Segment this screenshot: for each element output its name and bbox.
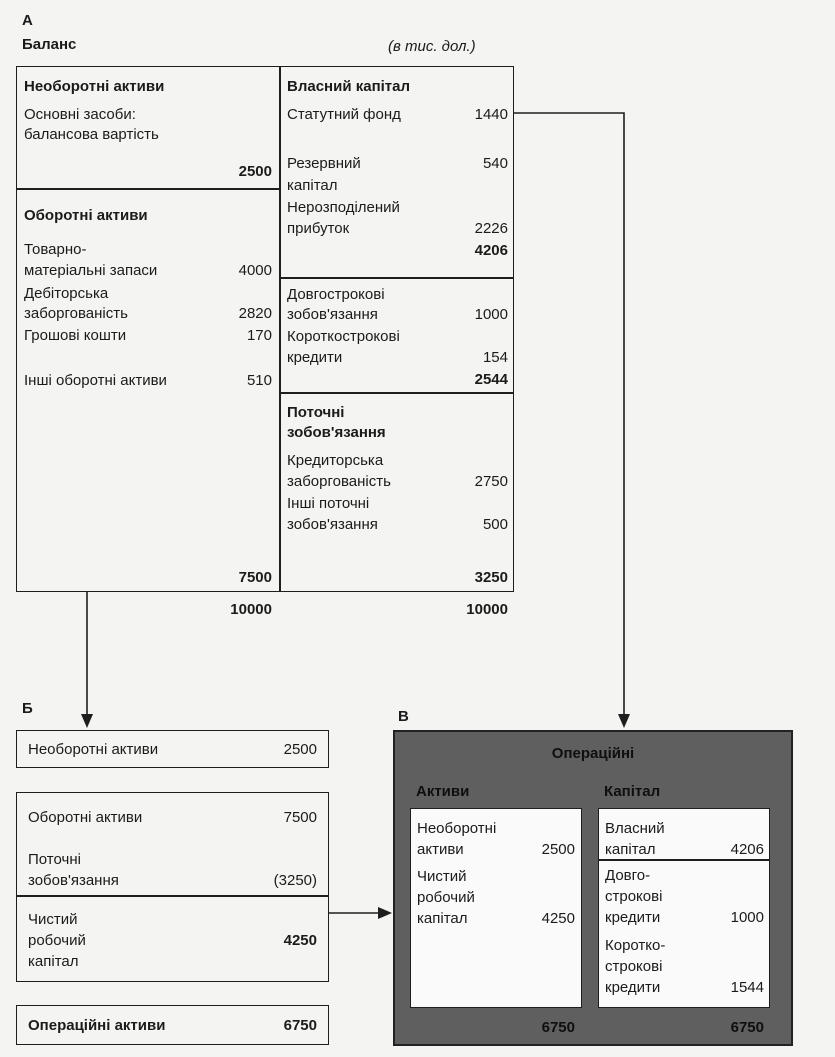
fixed-assets-label-2: балансова вартість: [24, 126, 159, 143]
retained-label-2: прибуток: [287, 220, 350, 237]
payables-label: Кредиторська: [287, 452, 384, 469]
operating-title: Операційні: [551, 745, 635, 762]
b-nwc-value: 4250: [283, 932, 317, 949]
noncurrent-heading: Необоротні активи: [24, 78, 165, 95]
b-working-capital-divider: [16, 895, 329, 897]
statutory-value: 1440: [474, 106, 508, 123]
retained-label: Нерозподілений: [287, 199, 400, 216]
equity-total: 4206: [474, 242, 508, 259]
current-heading: Оборотні активи: [24, 207, 148, 224]
assets-grand-total: 10000: [230, 601, 272, 618]
reserve-value: 540: [482, 155, 508, 172]
c-capital-total: 6750: [730, 1019, 764, 1036]
b-operating-assets-value: 6750: [283, 1017, 317, 1034]
section-b-letter: Б: [22, 700, 33, 717]
section-c-letter: В: [398, 708, 409, 725]
c-assets-heading: Активи: [416, 783, 470, 800]
current-liabilities-heading: Поточні: [287, 404, 345, 421]
arrow-head-down-c: [618, 714, 630, 728]
other-current-value: 510: [246, 372, 272, 389]
shortterm-value: 154: [482, 349, 508, 366]
c-noncurrent-label-2: активи: [417, 841, 464, 858]
fixed-assets-label: Основні засоби:: [24, 106, 136, 123]
c-equity-label-2: капітал: [605, 841, 656, 858]
payables-value: 2750: [474, 473, 508, 490]
c-noncurrent-value: 2500: [541, 841, 575, 858]
inventory-label-2: матеріальні запаси: [24, 262, 158, 279]
b-noncurrent-value: 2500: [283, 741, 317, 758]
cash-value: 170: [246, 327, 272, 344]
shortterm-label-2: кредити: [287, 349, 343, 366]
other-liabilities-value: 500: [482, 516, 508, 533]
c-capital-heading: Капітал: [604, 783, 661, 800]
b-liabilities-label: Поточні: [28, 851, 81, 868]
balance-title: Баланс: [22, 36, 77, 53]
b-nwc-label: Чистий: [28, 911, 78, 928]
units-note: (в тис. дол.): [388, 38, 476, 55]
inventory-label: Товарно-: [24, 241, 87, 258]
receivables-label-2: заборгованість: [24, 305, 128, 322]
c-longterm-label-2: строкові: [605, 888, 663, 905]
current-liabilities-total: 3250: [474, 569, 508, 586]
c-shortterm-label-3: кредити: [605, 979, 661, 996]
longterm-value: 1000: [474, 306, 508, 323]
reserve-label-2: капітал: [287, 177, 338, 194]
other-liabilities-label: Інші поточні: [287, 495, 370, 512]
section-a-letter: А: [22, 12, 33, 29]
c-longterm-label: Довго-: [605, 867, 651, 884]
arrow-head-right-c: [378, 907, 392, 919]
c-equity-value: 4206: [730, 841, 764, 858]
c-longterm-value: 1000: [730, 909, 764, 926]
arrow-head-down-b: [81, 714, 93, 728]
c-assets-total: 6750: [541, 1019, 575, 1036]
c-nwc-label: Чистий: [417, 868, 467, 885]
noncurrent-total: 2500: [238, 163, 272, 180]
retained-value: 2226: [474, 220, 508, 237]
reserve-label: Резервний: [287, 155, 361, 172]
c-equity-label: Власний: [605, 820, 665, 837]
statutory-label: Статутний фонд: [287, 106, 401, 123]
current-total: 7500: [238, 569, 272, 586]
c-nwc-label-2: робочий: [417, 889, 475, 906]
b-current-value: 7500: [283, 809, 317, 826]
arrow-a-to-c-line: [514, 113, 624, 714]
c-nwc-label-3: капітал: [417, 910, 468, 927]
c-nwc-value: 4250: [541, 910, 575, 927]
c-longterm-label-3: кредити: [605, 909, 661, 926]
c-noncurrent-label: Необоротні: [417, 820, 497, 837]
equity-heading: Власний капітал: [287, 78, 411, 95]
payables-label-2: заборгованість: [287, 473, 391, 490]
longterm-label-2: зобов'язання: [287, 306, 378, 323]
shortterm-label: Короткострокові: [287, 328, 400, 345]
receivables-value: 2820: [238, 305, 272, 322]
b-nwc-label-3: капітал: [28, 953, 79, 970]
b-liabilities-label-2: зобов'язання: [28, 872, 119, 889]
b-nwc-label-2: робочий: [28, 932, 86, 949]
receivables-label: Дебіторська: [24, 285, 109, 302]
longterm-label: Довгострокові: [287, 286, 385, 303]
b-noncurrent-label: Необоротні активи: [28, 741, 159, 758]
inventory-value: 4000: [238, 262, 272, 279]
other-current-label: Інші оборотні активи: [24, 372, 167, 389]
other-liabilities-label-2: зобов'язання: [287, 516, 378, 533]
c-shortterm-label-2: строкові: [605, 958, 663, 975]
current-liabilities-heading-2: зобов'язання: [287, 424, 386, 441]
b-liabilities-value: (3250): [273, 872, 317, 889]
b-operating-assets-label: Операційні активи: [28, 1017, 166, 1034]
liabilities-grand-total: 10000: [466, 601, 508, 618]
c-shortterm-label: Коротко-: [605, 937, 666, 954]
debt-total: 2544: [474, 371, 508, 388]
c-shortterm-value: 1544: [730, 979, 764, 996]
cash-label: Грошові кошти: [24, 327, 127, 344]
b-current-label: Оборотні активи: [28, 809, 143, 826]
